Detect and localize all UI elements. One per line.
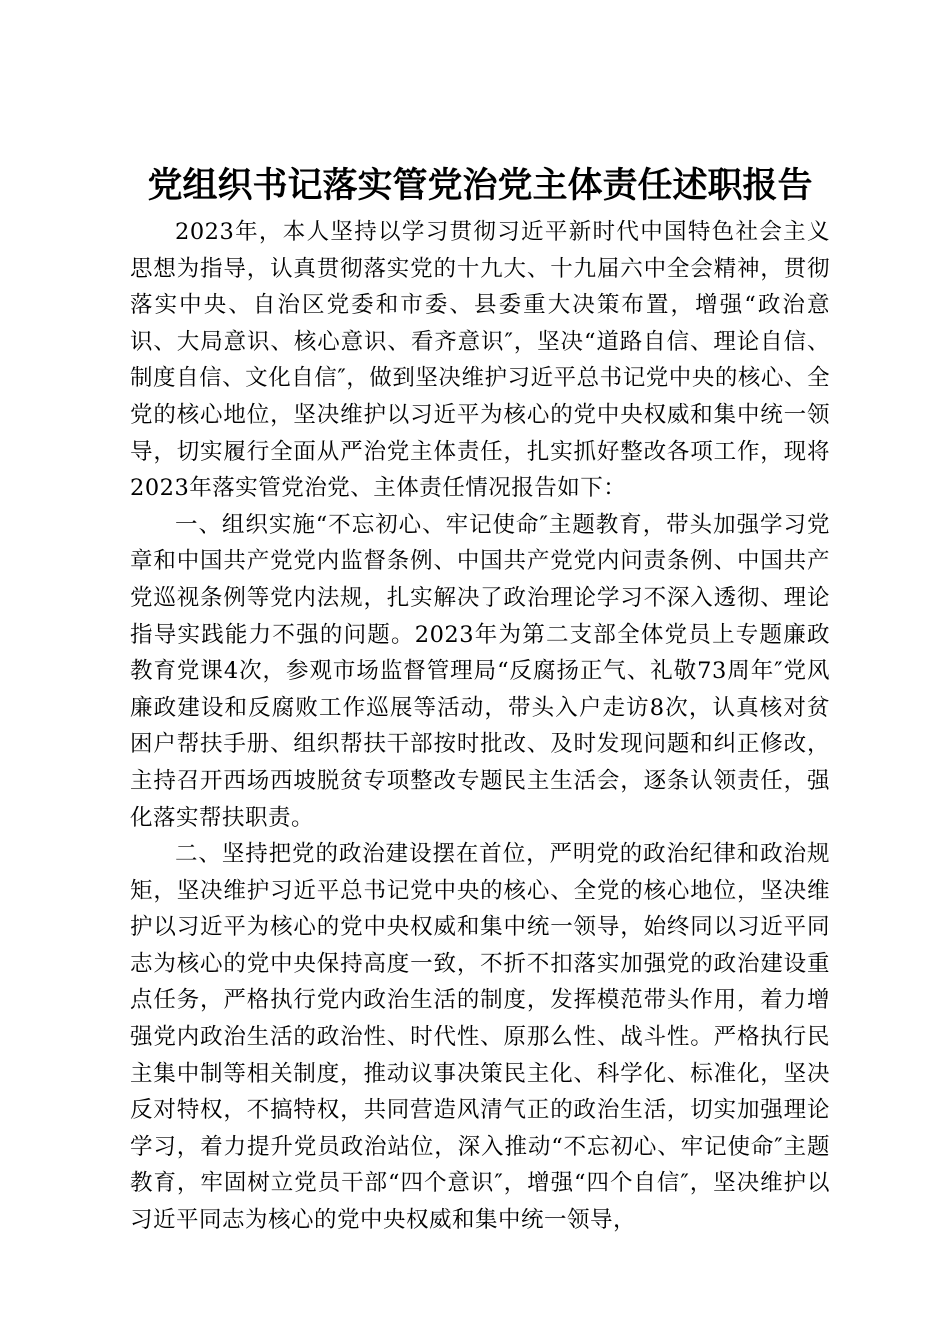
paragraph-intro: 2023年，本人坚持以学习贯彻习近平新时代中国特色社会主义思想为指导，认真贯彻落实党的十九大、十九届六中全会精神，贯彻落实中央、自治区党委和市委、县委重大决策布置，增强“政治意识、大局意识、核心意识、看齐意识″，坚决“道路自信、理论自信、制度自信、文化自信″，做到坚决维护习近平总书记党中央的核心、全党的核心地位，坚决维护以习近平为核心的党中央权威和集中统一领导，切实履行全面从严治党主体责任，扎实抓好整改各项工作，现将2023年落实管党治党、主体责任情况报告如下：	[130, 219, 830, 502]
paragraph-section-one: 一、组织实施“不忘初心、牢记使命″主题教育，带头加强学习党章和中国共产党党内监督条例、中国共产党党内问责条例、中国共产党巡视条例等党内法规，扎实解决了政治理论学习不深入透彻、理论指导实践能力不强的问题。2023年为第二支部全体党员上专题廉政教育党课4次，参观市场监督管理局“反腐扬正气、礼敬73周年″党风廉政建设和反腐败工作巡展等活动，带头入户走访8次，认真核对贫困户帮扶手册、组织帮扶干部按时批改、及时发现问题和纠正修改，主持召开西场西坡脱贫专项整改专题民主生活会，逐条认领责任，强化落实帮扶职责。	[130, 511, 830, 831]
document-page	[130, 160, 830, 1239]
paragraph-section-two: 二、坚持把党的政治建设摆在首位，严明党的政治纪律和政治规矩，坚决维护习近平总书记党中央的核心、全党的核心地位，坚决维护以习近平为核心的党中央权威和集中统一领导，始终同以习近平同志为核心的党中央保持高度一致，不折不扣落实加强党的政治建设重点任务，严格执行党内政治生活的制度，发挥模范带头作用，着力增强党内政治生活的政治性、时代性、原那么性、战斗性。严格执行民主集中制等相关制度，推动议事决策民主化、科学化、标准化，坚决反对特权，不搞特权，共同营造风清气正的政治生活，切实加强理论学习，着力提升党员政治站位，深入推动“不忘初心、牢记使命″主题教育，牢固树立党员干部“四个意识″，增强“四个自信″，坚决维护以习近平同志为核心的党中央权威和集中统一领导，	[130, 841, 830, 1234]
document-title: 党组织书记落实管党治党主体责任述职报告	[147, 165, 813, 206]
